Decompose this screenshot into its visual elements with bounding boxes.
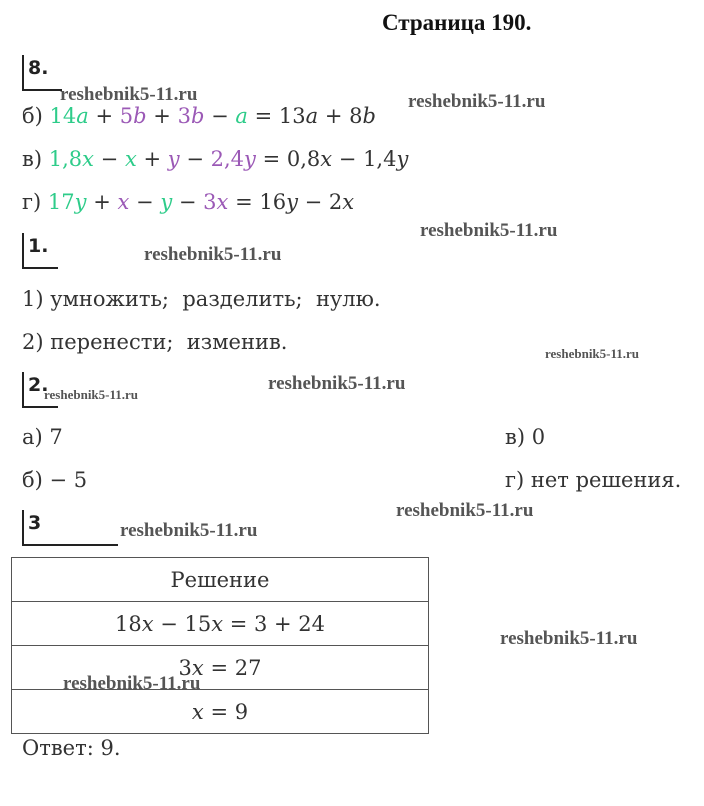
task-3-number: 3	[22, 510, 118, 546]
watermark: reshebnik5-11.ru	[60, 84, 198, 105]
task-2-a: а) 7	[22, 425, 63, 449]
task-1-line-1: 1) умножить; разделить; нулю.	[22, 287, 381, 311]
watermark: reshebnik5-11.ru	[120, 520, 258, 541]
watermark: reshebnik5-11.ru	[420, 220, 558, 241]
watermark: reshebnik5-11.ru	[545, 346, 640, 361]
watermark: reshebnik5-11.ru	[144, 244, 282, 265]
answer-text: Ответ: 9.	[22, 736, 121, 760]
task-2-v: в) 0	[505, 425, 546, 449]
task-1-line-2: 2) перенести; изменив.	[22, 330, 288, 354]
task-8-number: 8.	[22, 55, 62, 91]
task-2-g: г) нет решения.	[505, 468, 682, 492]
table-row: x = 9	[12, 690, 429, 734]
task-8-g-equation: г) 17y + x − y − 3x = 16y − 2x	[22, 190, 355, 214]
page-title: Страница 190.	[382, 10, 532, 35]
watermark: reshebnik5-11.ru	[268, 373, 406, 394]
label-b: б)	[22, 104, 43, 128]
task-2-b: б) − 5	[22, 468, 88, 492]
watermark: reshebnik5-11.ru	[44, 387, 139, 402]
task-1-number: 1.	[22, 233, 58, 269]
watermark: reshebnik5-11.ru	[396, 500, 534, 521]
task-8-v-equation: в) 1,8x − x + y − 2,4y = 0,8x − 1,4y	[22, 147, 409, 171]
task-8-b-equation: б) 14a + 5b + 3b − a = 13a + 8b	[22, 104, 376, 128]
watermark: reshebnik5-11.ru	[408, 91, 546, 112]
solution-table	[11, 557, 429, 734]
table-row: 3x = 27	[12, 646, 429, 690]
watermark: reshebnik5-11.ru	[500, 628, 638, 649]
task-2-number: 2.	[22, 372, 58, 408]
table-row	[12, 558, 429, 602]
watermark: reshebnik5-11.ru	[63, 673, 201, 694]
table-row: 18x − 15x = 3 + 24	[12, 602, 429, 646]
table-header: Решение	[12, 558, 429, 602]
